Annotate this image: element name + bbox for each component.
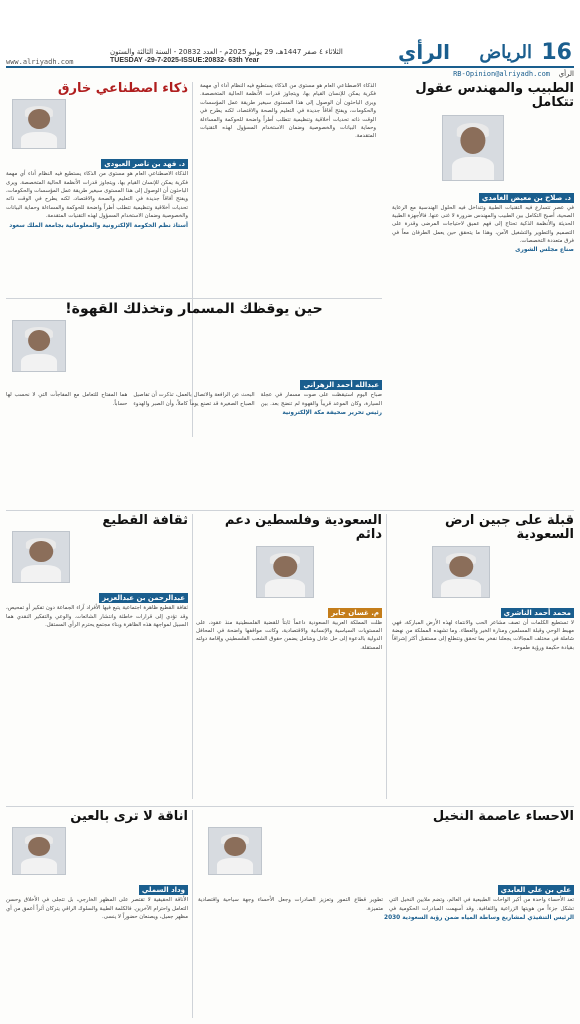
author-name: د. صلاح بن معيض الغامدي — [479, 193, 574, 203]
brand-logo: الرياض — [479, 42, 532, 63]
row-divider — [6, 298, 382, 299]
author-name: عبدالرحمن بن عبدالعزيز — [99, 593, 188, 603]
article-body: تعد الأحساء واحدة من أكبر الواحات الطبيعية في العالم، وتضم ملايين النخيل التي تشكل جزءاً من هويتها الزراعية والثقافية. وقد أسهمت المبادرات الحكومية في تطوير قطاع التمور وتعزيز الصادرات وجعل الأحساء وجهة سياحية واقتصادية متميزة. — [198, 897, 574, 912]
article-body: الأناقة الحقيقية لا تقتصر على المظهر الخارجي، بل تتجلى في الأخلاق وحسن التعامل واحترام الآخرين. فالكلمة الطيبة والسلوك الراقي يتركان أثراً أعمق من أي مظهر جميل، ويصنعان حضوراً لا ينسى. — [6, 897, 188, 921]
author-name: عبدالله أحمد الزهراني — [300, 380, 382, 390]
masthead — [0, 0, 580, 68]
author-photo — [442, 115, 504, 181]
opinion-email[interactable]: RB-Opinion@alriyadh.com — [453, 70, 550, 78]
article-super-ai-continued — [200, 82, 376, 262]
date-line: الثلاثاء ٤ صفر 1447هـ، 29 يوليو 2025م - العدد 20832 - السنة الثالثة والستون — [110, 48, 343, 56]
website-url[interactable]: www.alriyadh.com — [6, 58, 74, 66]
article-body: الذكاء الاصطناعي العام هو مستوى من الذكاء يستطيع فيه النظام أداء أي مهمة فكرية يمكن للإنسان القيام بها، ويتجاوز قدرات الأنظمة الحالية المتخصصة. ويرى الباحثون أن الوصول إلى هذا المستوى سيغير طريقة عمل المؤسسات والحكومات، ويفتح آفاقاً جديدة في التعليم والصحة والاقتصاد، لكنه يطرح في الوقت ذاته تحديات أخلاقية وتنظيمية تتطلب أطراً واضحة للحوكمة والمساءلة وحماية البيانات والخصوصية وضمان الاستخدام المسؤول لهذه التقنيات المتقدمة. — [6, 171, 188, 220]
article-qibla — [392, 514, 574, 799]
article-headline: قبلة على جبين أرض السعودية — [444, 514, 574, 543]
author-photo — [12, 320, 66, 372]
article-headline: ذكاء اصطناعي خارق — [57, 82, 188, 96]
article-body: ظلت المملكة العربية السعودية داعماً ثابتاً للقضية الفلسطينية منذ عقود، على المستويات السياسية والإنسانية والاقتصادية، وكانت مواقفها واضحة في المحافل الدولية بالدعوة إلى حل عادل وشامل يضمن حقوق الشعب الفلسطيني وإقامة دولته المستقلة. — [196, 619, 382, 651]
article-alarm-coffee — [6, 302, 382, 502]
article-body: في عصر تتسارع فيه التقنيات الطبية وتتداخل فيه الحلول الهندسية مع الرعاية الصحية، أصبح التكامل بين الطبيب والمهندس ضرورة لا غنى عنها. فالأجهزة الطبية الحديثة والأنظمة الذكية تحتاج إلى فهم عميق لاحتياجات المرضى وقدرة على التصميم والتطوير والتشغيل الآمن، وهذا ما يتحقق حين يعمل الطرفان معاً في فرق متعددة التخصصات. — [392, 204, 574, 245]
author-name: د. فهد بن ناصر العبودي — [101, 159, 188, 169]
article-headline: ثقافة القطيع — [102, 514, 188, 528]
author-photo — [432, 546, 490, 598]
page-number: 16 — [541, 40, 572, 65]
column-divider — [386, 514, 387, 799]
article-body: لا تستطيع الكلمات أن تصف مشاعر الحب والانتماء لهذه الأرض المباركة، فهي مهبط الوحي وقبلة المسلمين ومنارة الخير والعطاء. وما تشهده المملكة من نهضة شاملة في مختلف المجالات يجعلنا نفخر بما تحقق ونتطلع إلى مستقبل أكثر إشراقاً بقيادة حكيمة ورؤية طموحة. — [392, 619, 574, 651]
article-headline: السعودية وفلسطين دعم دائم — [224, 514, 382, 543]
article-super-ai — [6, 82, 188, 262]
article-body: صباح اليوم استيقظت على صوت مسمار في عجلة السيارة، وكان الموعد قريباً والقهوة لم تنضج بعد. بين البحث عن الرافعة والاتصال بالعمل، تذكرت أن تفاصيل الصباح الصغيرة قد تصنع يوماً كاملاً، وأن الصبر والهدوء هما المفتاح للتعامل مع المفاجآت التي لا نحسب لها حساباً. — [6, 392, 382, 407]
article-headline: الطبيب والمهندس عقول تتكامل — [415, 82, 574, 111]
row-divider — [6, 510, 574, 511]
author-footnote: صناع مجلس الشورى — [515, 247, 574, 254]
article-herd-culture — [6, 514, 188, 799]
author-name: م. غسان جابر — [328, 608, 382, 618]
article-body-continued: الذكاء الاصطناعي العام هو مستوى من الذكاء يستطيع فيه النظام أداء أي مهمة فكرية يمكن للإنسان القيام بها، ويتجاوز قدرات الأنظمة الحالية المتخصصة. ويرى الباحثون أن الوصول إلى هذا المستوى سيغير طريقة عمل المؤسسات والحكومات، ويفتح آفاقاً جديدة في التعليم والصحة والاقتصاد، لكنه يطرح في الوقت ذاته تحديات أخلاقية وتنظيمية تتطلب أطراً واضحة للحوكمة والمساءلة وحماية البيانات والخصوصية وضمان الاستخدام المسؤول لهذه التقنيات المتقدمة. — [200, 83, 376, 140]
author-photo — [12, 99, 66, 149]
article-ahsa-palms — [198, 810, 574, 1018]
author-photo — [256, 546, 314, 598]
author-footnote: رئيس تحرير صحيفة مكة الإلكترونية — [282, 410, 382, 417]
author-photo — [12, 531, 70, 583]
author-name: وداد السملي — [139, 885, 188, 895]
author-footnote: أستاذ نظم الحكومة الإلكترونية والمعلوماتية بجامعة الملك سعود — [9, 222, 188, 229]
english-date-line: TUESDAY -29-7-2025-ISSUE:20832- 63th Year — [110, 57, 260, 64]
article-headline: حين يوقظك المسمار وتخذلك القهوة! — [65, 302, 323, 317]
article-saudi-palestine — [196, 514, 382, 799]
article-doctor-engineer — [392, 82, 574, 440]
column-divider — [192, 514, 193, 799]
masthead-rule — [6, 66, 574, 68]
row-divider — [6, 806, 574, 807]
author-photo — [208, 827, 262, 875]
author-name: علي بن علي العابدي — [498, 885, 574, 895]
author-footnote: الرئيس التنفيذي لمشاريع وساطة المياه ضمن رؤية السعودية 2030 — [384, 915, 574, 922]
author-name: محمد أحمد الناشري — [501, 608, 574, 618]
article-headline: الأحساء عاصمة النخيل — [432, 810, 574, 824]
article-elegance — [6, 810, 188, 1018]
article-headline: أناقة لا ترى بالعين — [70, 810, 188, 824]
author-photo — [12, 827, 66, 875]
column-divider — [192, 810, 193, 1018]
section-title: الرأي — [398, 40, 450, 64]
article-body: ثقافة القطيع ظاهرة اجتماعية يتبع فيها الأفراد آراء الجماعة دون تفكير أو تمحيص، وقد تؤدي إلى قرارات خاطئة وانتشار الشائعات. والوعي والتفكير النقدي هما السبيل لمواجهة هذه الظاهرة وبناء مجتمع يحترم الرأي المستقل. — [6, 605, 188, 629]
opinion-label: الرأي — [558, 70, 574, 78]
